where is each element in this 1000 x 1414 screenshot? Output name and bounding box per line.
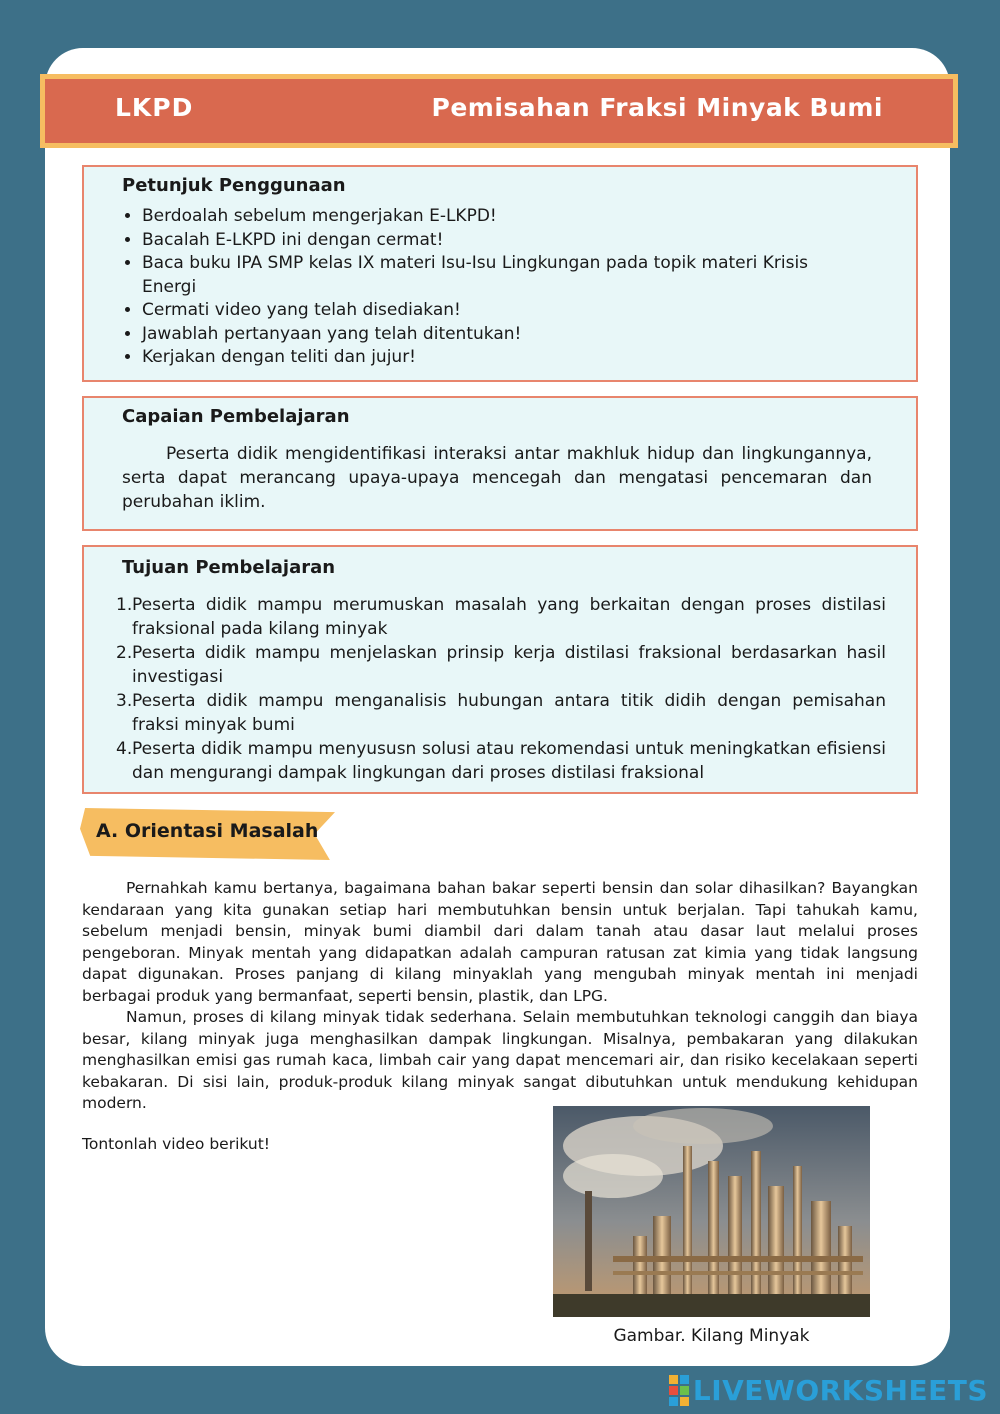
- item-number: 2.: [116, 643, 133, 663]
- list-item: • Kerjakan dengan teliti dan jujur!: [142, 346, 842, 370]
- paragraph: Namun, proses di kilang minyak tidak sederhana. Selain membutuhkan teknologi canggih dan biaya besar, kilang minyak juga menghasilkan dampak lingkungan. Misalnya, pembakaran yang dilakukan menghasilkan emisi gas rumah kaca, limbah cair yang dapat mencemari air, dan risiko kecelakaan seperti kebakaran. Di sisi lain, produk-produk kilang minyak sangat dibutuhkan untuk mendukung kehidupan modern.: [82, 1008, 918, 1112]
- item-number: 1.: [116, 595, 133, 615]
- capaian-text: Peserta didik mengidentifikasi interaksi antar makhluk hidup dan lingkungannya, serta dapat merancang upaya-upaya mencegah dan mengatasi pencemaran dan perubahan iklim.: [122, 444, 872, 512]
- list-item: [116, 737, 886, 785]
- tujuan-heading: Tujuan Pembelajaran: [122, 557, 336, 578]
- paragraph: Pernahkah kamu bertanya, bagaimana bahan bakar seperti bensin dan solar dihasilkan? Bayangkan kendaraan yang kita gunakan setiap hari membutuhkan bensin untuk berjalan. Tapi tahukah kamu, sebelum menjadi bensin, minyak bumi diambil dari dalam tanah atau dasar laut melalui proses pengeboran. Minyak mentah yang didapatkan adalah campuran ratusan zat kimia yang tidak langsung dapat digunakan. Proses panjang di kilang minyaklah yang mengubah minyak mentah ini menjadi berbagai produk yang bermanfaat, seperti bensin, plastik, dan LPG.: [82, 879, 918, 1005]
- item-number: 3.: [116, 691, 133, 711]
- list-item: [116, 593, 886, 641]
- petunjuk-heading: Petunjuk Penggunaan: [122, 175, 346, 196]
- petunjuk-list: [122, 205, 842, 370]
- logo-grid-icon: [669, 1375, 689, 1406]
- capaian-heading: Capaian Pembelajaran: [122, 406, 350, 427]
- tujuan-box: [82, 545, 918, 794]
- list-item: • Cermati video yang telah disediakan!: [142, 299, 842, 323]
- item-text: Peserta didik mampu menyususn solusi atau rekomendasi untuk meningkatkan efisiensi dan mengurangi dampak lingkungan dari proses distilasi fraksional: [132, 739, 886, 783]
- photo-caption: Gambar. Kilang Minyak: [613, 1326, 810, 1346]
- list-item: • Baca buku IPA SMP kelas IX materi Isu-Isu Lingkungan pada topik materi Krisis Energi: [142, 252, 842, 299]
- list-item: [116, 689, 886, 737]
- liveworksheets-logo: [669, 1374, 988, 1407]
- page-title: Pemisahan Fraksi Minyak Bumi: [431, 93, 883, 122]
- section-heading-orientasi: A. Orientasi Masalah: [96, 820, 319, 842]
- petunjuk-box: [82, 165, 918, 382]
- header-lkpd-label: LKPD: [115, 93, 194, 122]
- list-item: [116, 641, 886, 689]
- item-number: 4.: [116, 739, 133, 759]
- refinery-photo: [553, 1106, 870, 1317]
- list-item: • Bacalah E-LKPD ini dengan cermat!: [142, 229, 842, 253]
- list-item: • Berdoalah sebelum mengerjakan E-LKPD!: [142, 205, 842, 229]
- tujuan-list: [116, 593, 886, 785]
- item-text: Peserta didik mampu menjelaskan prinsip kerja distilasi fraksional berdasarkan hasil investigasi: [132, 643, 886, 687]
- header-banner: [40, 74, 958, 148]
- brand-label: LIVEWORKSHEETS: [692, 1374, 988, 1407]
- capaian-box: [82, 396, 918, 531]
- watch-instruction: Tontonlah video berikut!: [82, 1135, 271, 1153]
- item-text: Peserta didik mampu menganalisis hubungan antara titik didih dengan pemisahan fraksi minyak bumi: [132, 691, 886, 735]
- refinery-illustration: [553, 1106, 870, 1317]
- orientasi-text: [82, 878, 918, 1115]
- item-text: Peserta didik mampu merumuskan masalah yang berkaitan dengan proses distilasi fraksional pada kilang minyak: [132, 595, 886, 639]
- list-item: • Jawablah pertanyaan yang telah ditentukan!: [142, 323, 842, 347]
